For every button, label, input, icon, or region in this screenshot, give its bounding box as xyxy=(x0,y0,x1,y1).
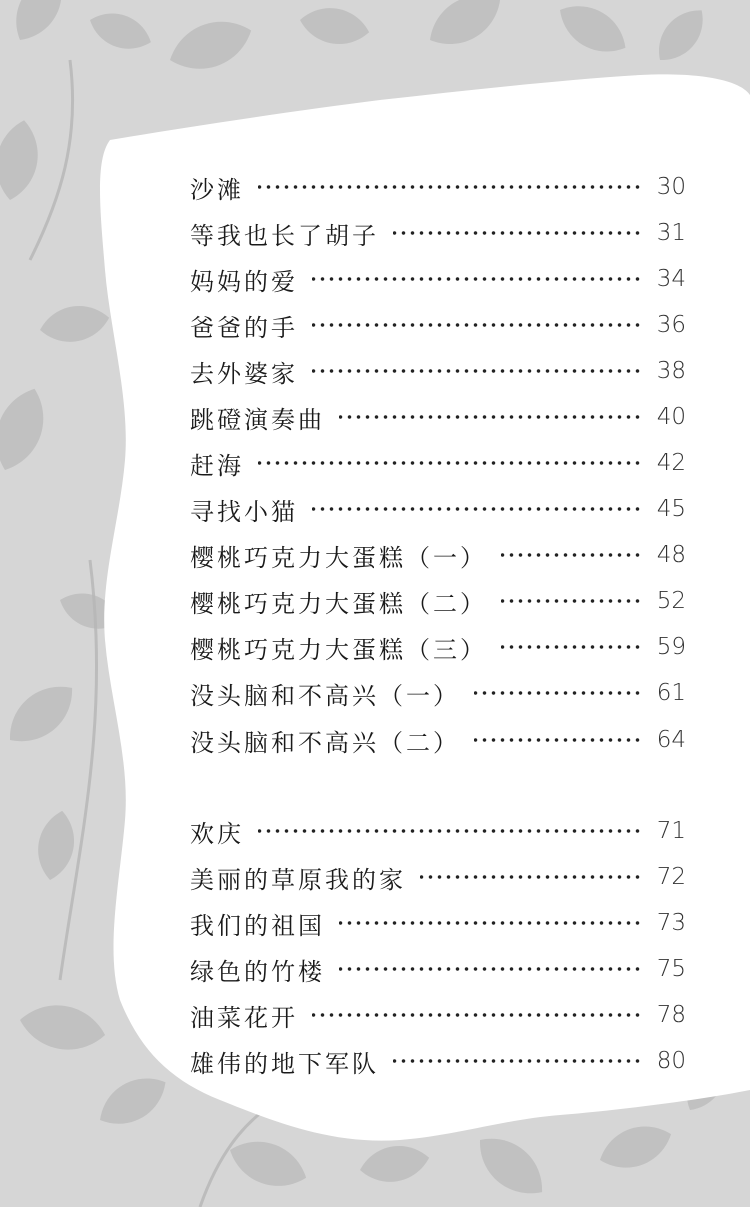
toc-entry-page: 42 xyxy=(656,450,686,476)
dot-leader xyxy=(339,414,642,420)
dot-leader xyxy=(501,598,642,604)
toc-entry[interactable] xyxy=(190,720,686,760)
dot-leader xyxy=(258,460,642,466)
toc-entry-page: 45 xyxy=(656,496,686,522)
toc-entry-title: 妈妈的爱 xyxy=(190,267,298,296)
dot-leader xyxy=(312,1012,642,1018)
toc-entry[interactable] xyxy=(190,259,686,299)
dot-leader xyxy=(393,230,642,236)
toc-entry[interactable] xyxy=(190,351,686,391)
toc-entry-title: 雄伟的地下军队 xyxy=(190,1049,379,1078)
toc-entry-page: 72 xyxy=(656,864,686,890)
toc-entry-title: 赶海 xyxy=(190,451,244,480)
dot-leader xyxy=(312,368,642,374)
toc-entry[interactable] xyxy=(190,949,686,989)
toc-entry-page: 78 xyxy=(656,1002,686,1028)
toc-entry[interactable] xyxy=(190,673,686,713)
toc-entry-title: 绿色的竹楼 xyxy=(190,957,325,986)
toc-entry[interactable] xyxy=(190,167,686,207)
dot-leader xyxy=(258,184,642,190)
dot-leader xyxy=(312,322,642,328)
toc-entry-page: 61 xyxy=(656,680,686,706)
toc-entry[interactable] xyxy=(190,489,686,529)
toc-entry[interactable] xyxy=(190,903,686,943)
toc-entry[interactable] xyxy=(190,443,686,483)
toc-entry-page: 52 xyxy=(656,588,686,614)
toc-entry[interactable] xyxy=(190,305,686,345)
toc-entry-title: 沙滩 xyxy=(190,175,244,204)
toc-entry-page: 73 xyxy=(656,910,686,936)
toc-entry-title: 欢庆 xyxy=(190,819,244,848)
toc-entry[interactable] xyxy=(190,213,686,253)
toc-entry[interactable] xyxy=(190,1041,686,1081)
dot-leader xyxy=(339,966,642,972)
toc-entry-title: 油菜花开 xyxy=(190,1003,298,1032)
toc-entry[interactable] xyxy=(190,627,686,667)
toc-entry-page: 40 xyxy=(656,404,686,430)
dot-leader xyxy=(312,506,642,512)
dot-leader xyxy=(312,276,642,282)
toc-entry-title: 樱桃巧克力大蛋糕（三） xyxy=(190,635,487,664)
toc-entry-page: 59 xyxy=(656,634,686,660)
dot-leader xyxy=(420,874,642,880)
toc-entry[interactable] xyxy=(190,397,686,437)
toc-entry-title: 樱桃巧克力大蛋糕（二） xyxy=(190,589,487,618)
dot-leader xyxy=(501,552,642,558)
toc-entry-page: 30 xyxy=(656,174,686,200)
toc-entry-page: 48 xyxy=(656,542,686,568)
dot-leader xyxy=(258,828,642,834)
toc-entry-title: 去外婆家 xyxy=(190,359,298,388)
dot-leader xyxy=(474,690,642,696)
toc-entry[interactable] xyxy=(190,811,686,851)
toc-entry-page: 80 xyxy=(656,1048,686,1074)
toc-entry[interactable] xyxy=(190,535,686,575)
toc-entry-page: 71 xyxy=(656,818,686,844)
dot-leader xyxy=(339,920,642,926)
toc-entry-page: 64 xyxy=(656,727,686,753)
dot-leader xyxy=(474,737,642,743)
toc-entry-page: 38 xyxy=(656,358,686,384)
toc-entry-title: 我们的祖国 xyxy=(190,911,325,940)
toc-entry[interactable] xyxy=(190,995,686,1035)
toc-entry-title: 爸爸的手 xyxy=(190,313,298,342)
toc-entry-title: 美丽的草原我的家 xyxy=(190,865,406,894)
toc-entry[interactable] xyxy=(190,581,686,621)
toc-entry-page: 75 xyxy=(656,956,686,982)
toc-entry-title: 跳磴演奏曲 xyxy=(190,405,325,434)
toc-entry[interactable] xyxy=(190,857,686,897)
toc-entry-title: 没头脑和不高兴（一） xyxy=(190,681,460,710)
toc-entry-page: 31 xyxy=(656,220,686,246)
toc-entry-page: 36 xyxy=(656,312,686,338)
toc-entry-title: 樱桃巧克力大蛋糕（一） xyxy=(190,543,487,572)
dot-leader xyxy=(501,644,642,650)
toc-entry-page: 34 xyxy=(656,266,686,292)
toc-entry-title: 寻找小猫 xyxy=(190,497,298,526)
dot-leader xyxy=(393,1058,642,1064)
toc-entry-title: 没头脑和不高兴（二） xyxy=(190,728,460,757)
toc-entry-title: 等我也长了胡子 xyxy=(190,221,379,250)
